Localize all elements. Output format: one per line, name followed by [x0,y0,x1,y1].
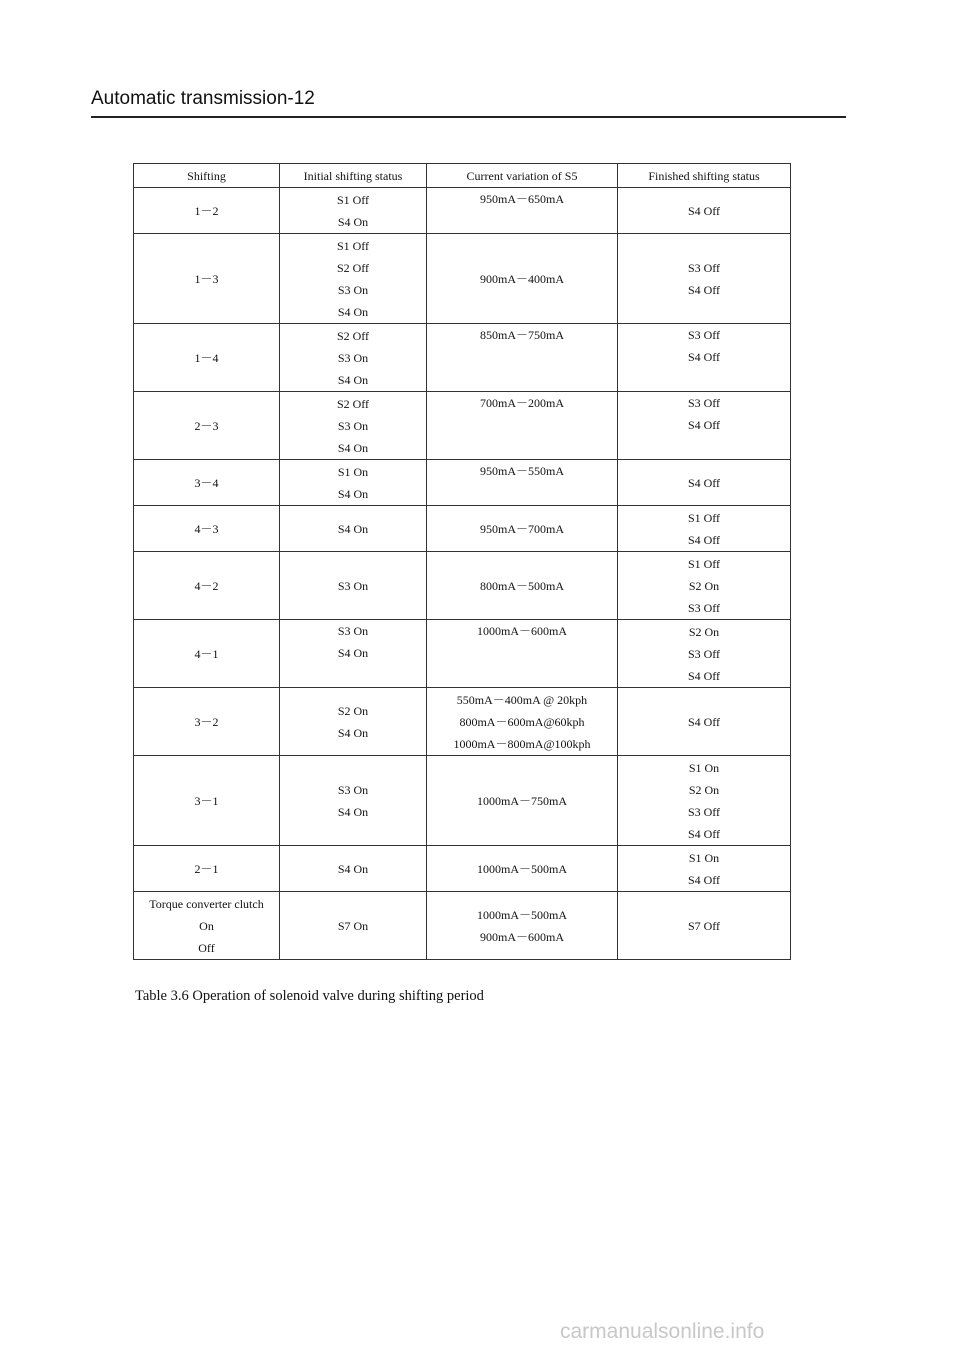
table-row [134,506,791,552]
cell-line: S3 On [337,578,369,593]
cell-line: S1 Off [687,556,721,571]
cell-line: 1－4 [194,350,219,365]
cell-line: S3 Off [687,328,721,342]
cell-line: S7 Off [687,918,721,933]
cell-line: S4 On [337,372,369,387]
cell-line: 2－1 [194,861,219,876]
table-row [134,552,791,620]
initial-status-cell [280,688,427,756]
cell-line: S4 On [337,646,369,660]
shifting-cell [134,324,280,392]
cell-line: S4 On [337,214,369,229]
cell-line: S4 Off [687,282,721,297]
cell-line: 4－2 [194,578,219,593]
cell-line: S4 Off [687,532,721,547]
table-body [134,188,791,960]
initial-status-cell [280,460,427,506]
initial-status-cell [280,392,427,460]
cell-line: 3－2 [194,714,219,729]
shifting-cell [134,188,280,234]
cell-line: S2 Off [336,328,370,343]
initial-status-cell [280,892,427,960]
finished-status-cell [618,552,791,620]
cell-line: S4 On [337,804,369,819]
initial-status-cell [280,846,427,892]
cell-line: 2－3 [194,418,219,433]
cell-line: S3 Off [687,396,721,410]
cell-line: S4 Off [687,872,721,887]
s5-current-cell [427,506,618,552]
shifting-cell [134,892,280,960]
shifting-cell [134,846,280,892]
cell-line: 900mA－400mA [479,271,564,286]
cell-line: S4 Off [687,714,721,729]
s5-current-cell [427,392,618,460]
cell-line: S3 On [337,624,369,638]
column-header: Shifting [134,164,280,188]
initial-status-cell [280,552,427,620]
finished-status-cell [618,620,791,688]
cell-line: 950mA－650mA [479,192,564,206]
cell-line: S3 Off [687,600,721,615]
finished-status-cell [618,756,791,846]
table-caption: Table 3.6 Operation of solenoid valve during shifting period [135,988,484,1004]
cell-line: 1000mA－500mA [476,861,567,876]
finished-status-cell [618,506,791,552]
cell-line: S2 Off [336,260,370,275]
cell-line: 3－1 [194,793,219,808]
s5-current-cell [427,324,618,392]
cell-line: 950mA－550mA [479,464,564,478]
finished-status-cell [618,846,791,892]
cell-line: 800mA－500mA [479,578,564,593]
solenoid-operation-table [133,163,791,960]
finished-status-cell [618,324,791,392]
cell-line: S3 Off [687,260,721,275]
column-header: Initial shifting status [280,164,427,188]
cell-line: 900mA－600mA [479,929,564,944]
cell-line: S3 Off [687,804,721,819]
cell-line: S4 Off [687,475,721,490]
cell-line: S1 Off [687,510,721,525]
cell-line: S3 On [337,282,369,297]
s5-current-cell [427,620,618,688]
cell-line: 550mA－400mA @ 20kph [456,692,588,707]
cell-line: 850mA－750mA [479,328,564,342]
page-header-title: Automatic transmission-12 [91,88,315,109]
cell-line: Torque converter clutch [149,896,264,911]
table-row [134,188,791,234]
cell-line: S4 On [337,725,369,740]
table-row [134,234,791,324]
column-header: Finished shifting status [618,164,791,188]
cell-line: S3 On [337,418,369,433]
cell-line: S4 Off [687,668,721,683]
table-row [134,892,791,960]
table-row [134,756,791,846]
initial-status-cell [280,188,427,234]
table-header-row [134,164,791,188]
cell-line: 4－3 [194,521,219,536]
shifting-cell [134,392,280,460]
cell-line: S2 Off [336,396,370,411]
cell-line: 3－4 [194,475,219,490]
cell-line: S4 On [337,861,369,876]
shifting-cell [134,234,280,324]
s5-current-cell [427,234,618,324]
cell-line: 1－3 [194,271,219,286]
cell-line: S2 On [688,782,720,797]
cell-line: S1 On [688,850,720,865]
finished-status-cell [618,460,791,506]
cell-line: 1000mA－800mA@100kph [453,736,591,751]
shifting-cell [134,688,280,756]
table-row [134,688,791,756]
cell-line: S4 On [337,521,369,536]
finished-status-cell [618,234,791,324]
header-divider [91,116,846,118]
cell-line: S3 On [337,350,369,365]
s5-current-cell [427,552,618,620]
cell-line: 1000mA－600mA [476,624,567,638]
cell-line: S3 Off [687,646,721,661]
cell-line: S4 On [337,304,369,319]
table-row [134,846,791,892]
cell-line: 4－1 [194,646,219,661]
shifting-cell [134,460,280,506]
cell-line: S4 On [337,486,369,501]
watermark: carmanualsonline.info [560,1320,765,1343]
shifting-cell [134,506,280,552]
cell-line: Off [198,940,215,955]
cell-line: S4 Off [687,418,721,432]
cell-line: 1000mA－750mA [476,793,567,808]
s5-current-cell [427,188,618,234]
initial-status-cell [280,506,427,552]
cell-line: S4 On [337,440,369,455]
finished-status-cell [618,188,791,234]
cell-line: 1－2 [194,203,219,218]
cell-line: S2 On [337,703,369,718]
initial-status-cell [280,324,427,392]
cell-line: 800mA－600mA@60kph [459,714,585,729]
s5-current-cell [427,688,618,756]
table-row [134,392,791,460]
column-header: Current variation of S5 [427,164,618,188]
s5-current-cell [427,892,618,960]
s5-current-cell [427,846,618,892]
table-row [134,324,791,392]
table-row [134,620,791,688]
shifting-cell [134,552,280,620]
cell-line: S2 On [688,578,720,593]
cell-line: S4 Off [687,350,721,364]
cell-line: S4 Off [687,203,721,218]
cell-line: S2 On [688,624,720,639]
initial-status-cell [280,234,427,324]
cell-line: S1 On [337,464,369,479]
table-row [134,460,791,506]
cell-line: 1000mA－500mA [476,907,567,922]
cell-line: S1 On [688,760,720,775]
initial-status-cell [280,756,427,846]
cell-line: 950mA－700mA [479,521,564,536]
finished-status-cell [618,892,791,960]
cell-line: S3 On [337,782,369,797]
finished-status-cell [618,392,791,460]
cell-line: S1 Off [336,238,370,253]
cell-line: On [199,918,214,933]
s5-current-cell [427,756,618,846]
shifting-cell [134,620,280,688]
cell-line: S1 Off [336,192,370,207]
shifting-cell [134,756,280,846]
s5-current-cell [427,460,618,506]
cell-line: S4 Off [687,826,721,841]
cell-line: 700mA－200mA [479,396,564,410]
finished-status-cell [618,688,791,756]
initial-status-cell [280,620,427,688]
cell-line: S7 On [337,918,369,933]
